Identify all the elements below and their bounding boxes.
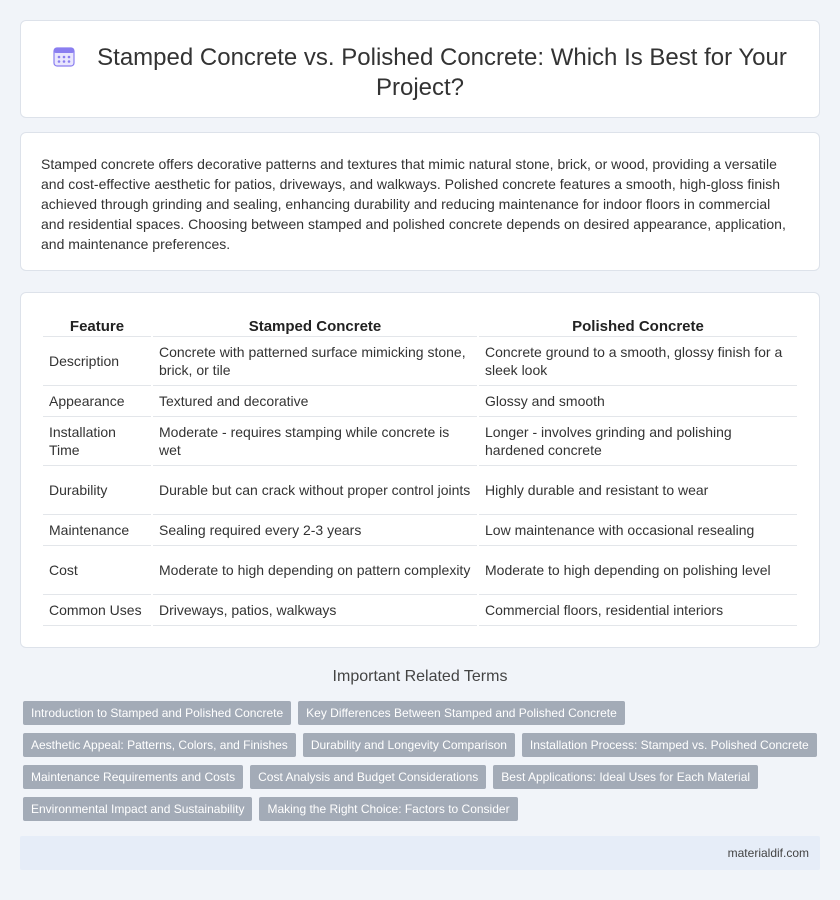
row-polished: Concrete ground to a smooth, glossy finish for a sleek look <box>479 337 797 386</box>
row-feature: Appearance <box>43 386 151 417</box>
row-stamped: Moderate to high depending on pattern complexity <box>153 546 477 595</box>
related-term-tag[interactable]: Installation Process: Stamped vs. Polished Concrete <box>522 733 817 757</box>
header-polished: Polished Concrete <box>479 313 797 337</box>
related-term-tag[interactable]: Introduction to Stamped and Polished Concrete <box>23 701 291 725</box>
row-polished: Longer - involves grinding and polishing hardened concrete <box>479 417 797 466</box>
row-stamped: Textured and decorative <box>153 386 477 417</box>
related-term-tag[interactable]: Durability and Longevity Comparison <box>303 733 515 757</box>
title-card <box>20 20 820 118</box>
header-stamped: Stamped Concrete <box>153 313 477 337</box>
footer-bar <box>20 836 820 870</box>
row-stamped: Driveways, patios, walkways <box>153 595 477 626</box>
row-polished: Highly durable and resistant to wear <box>479 466 797 515</box>
footer-site-link[interactable]: materialdif.com <box>727 846 809 860</box>
row-feature: Installation Time <box>43 417 151 466</box>
row-polished: Commercial floors, residential interiors <box>479 595 797 626</box>
table-row <box>43 515 797 546</box>
row-stamped: Moderate - requires stamping while concrete is wet <box>153 417 477 466</box>
row-stamped: Concrete with patterned surface mimicking stone, brick, or tile <box>153 337 477 386</box>
related-term-tag[interactable]: Key Differences Between Stamped and Polished Concrete <box>298 701 625 725</box>
row-feature: Description <box>43 337 151 386</box>
related-term-tag[interactable]: Aesthetic Appeal: Patterns, Colors, and Finishes <box>23 733 296 757</box>
related-terms-heading: Important Related Terms <box>332 668 508 685</box>
table-header-row <box>43 313 797 337</box>
row-polished: Glossy and smooth <box>479 386 797 417</box>
row-stamped: Sealing required every 2-3 years <box>153 515 477 546</box>
row-feature: Maintenance <box>43 515 151 546</box>
page-title-wrap <box>51 43 789 103</box>
intro-card <box>20 132 820 271</box>
row-feature: Cost <box>43 546 151 595</box>
row-feature: Common Uses <box>43 595 151 626</box>
related-term-tag[interactable]: Maintenance Requirements and Costs <box>23 765 243 789</box>
table-row <box>43 417 797 466</box>
intro-paragraph: Stamped concrete offers decorative patterns and textures that mimic natural stone, brick, or wood, providing a versatile and cost-effective aesthetic for patios, driveways, and walkways. Polished concrete features a smooth, high-gloss finish achieved through grinding and sealing, enhancing durability and reducing maintenance for indoor floors in commercial and residential spaces. Choosing between stamped and polished concrete depends on desired appearance, application, and maintenance preferences. <box>41 156 786 252</box>
table-row <box>43 595 797 626</box>
related-term-tag[interactable]: Environmental Impact and Sustainability <box>23 797 252 821</box>
related-term-tag[interactable]: Making the Right Choice: Factors to Consider <box>259 797 517 821</box>
header-feature: Feature <box>43 313 151 337</box>
related-term-tag[interactable]: Best Applications: Ideal Uses for Each Material <box>493 765 758 789</box>
row-polished: Moderate to high depending on polishing level <box>479 546 797 595</box>
comparison-table <box>41 313 799 626</box>
page-title: Stamped Concrete vs. Polished Concrete: Which Is Best for Your Project? <box>97 44 787 101</box>
row-polished: Low maintenance with occasional resealing <box>479 515 797 546</box>
comparison-card <box>20 292 820 648</box>
table-row <box>43 386 797 417</box>
table-row <box>43 546 797 595</box>
row-feature: Durability <box>43 466 151 515</box>
related-terms-list <box>23 701 819 821</box>
related-term-tag[interactable]: Cost Analysis and Budget Considerations <box>250 765 486 789</box>
row-stamped: Durable but can crack without proper control joints <box>153 466 477 515</box>
table-row <box>43 337 797 386</box>
table-row <box>43 466 797 515</box>
calendar-icon <box>53 45 75 67</box>
